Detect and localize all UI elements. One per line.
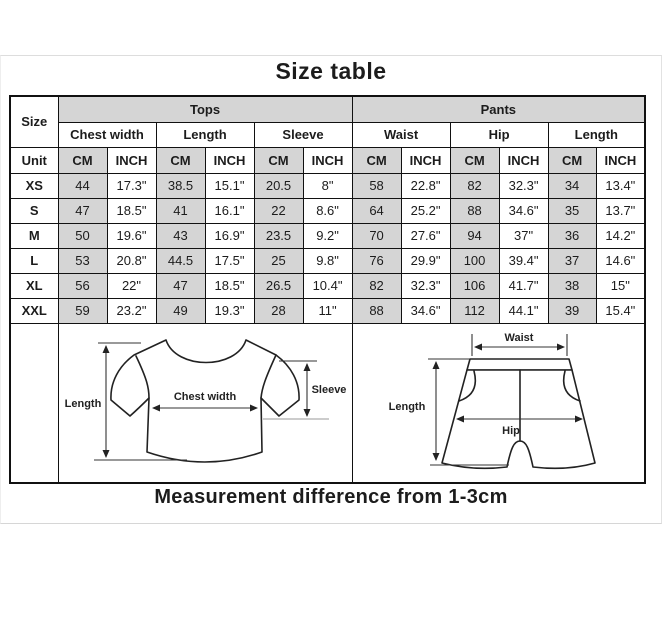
group-header-pants: Pants [352, 96, 645, 122]
table-row-xxl [10, 298, 645, 323]
measurement-cell: 82 [352, 273, 401, 298]
measurement-cell: 18.5" [205, 273, 254, 298]
tshirt-diagram [59, 324, 351, 479]
measurement-cell: 28 [254, 298, 303, 323]
shorts-waist-label: Waist [504, 331, 534, 344]
measurement-cell: 44.1" [499, 298, 548, 323]
measurement-cell: 49 [156, 298, 205, 323]
measurement-cell: 15.4" [596, 298, 645, 323]
measurement-cell: 50 [58, 223, 107, 248]
measurement-cell: 14.2" [596, 223, 645, 248]
measurement-cell: 11" [303, 298, 352, 323]
measurement-cell: 25.2" [401, 198, 450, 223]
table-row [10, 122, 645, 147]
measurement-cell: 41 [156, 198, 205, 223]
measurement-cell: 34 [548, 173, 596, 198]
measurement-cell: 41.7" [499, 273, 548, 298]
measurement-cell: 14.6" [596, 248, 645, 273]
measurement-cell: 9.8" [303, 248, 352, 273]
measurement-cell: 23.2" [107, 298, 156, 323]
measurement-cell: 13.4" [596, 173, 645, 198]
measurement-cell: 35 [548, 198, 596, 223]
measurement-cell: 27.6" [401, 223, 450, 248]
table-row-xl [10, 273, 645, 298]
measurement-cell: 9.2" [303, 223, 352, 248]
measurement-cell: 47 [58, 198, 107, 223]
measurement-cell: 17.5" [205, 248, 254, 273]
page-title: Size table [275, 58, 387, 84]
measurement-cell: 47 [156, 273, 205, 298]
tshirt-sleeve-label: Sleeve [311, 383, 347, 396]
measurement-cell: 88 [352, 298, 401, 323]
measurement-cell: 38.5 [156, 173, 205, 198]
measurement-cell: 22" [107, 273, 156, 298]
col-header-hip: Hip [450, 122, 548, 147]
measurement-cell: 94 [450, 223, 499, 248]
shorts-outline [442, 359, 595, 468]
measurement-cell: 112 [450, 298, 499, 323]
measurement-cell: 20.5 [254, 173, 303, 198]
size-table [9, 95, 646, 484]
measurement-cell: 64 [352, 198, 401, 223]
measurement-cell: 8.6" [303, 198, 352, 223]
diagram-row [10, 323, 645, 483]
measurement-cell: 13.7" [596, 198, 645, 223]
measurement-cell: 18.5" [107, 198, 156, 223]
measurement-cell: 39 [548, 298, 596, 323]
shorts-waist-measure [472, 332, 567, 356]
size-label: XL [10, 273, 58, 298]
table-row-l [10, 248, 645, 273]
measurement-cell: 32.3" [401, 273, 450, 298]
measurement-cell: 17.3" [107, 173, 156, 198]
tshirt-chest-label: Chest width [173, 390, 237, 403]
footer-note: Measurement difference from 1-3cm [154, 486, 508, 508]
unit-header-cm: CM [450, 147, 499, 173]
table-row-xs [10, 173, 645, 198]
measurement-cell: 58 [352, 173, 401, 198]
tops-diagram-cell [58, 323, 352, 483]
measurement-cell: 34.6" [401, 298, 450, 323]
measurement-cell: 88 [450, 198, 499, 223]
unit-header-inch: INCH [499, 147, 548, 173]
measurement-cell: 38 [548, 273, 596, 298]
unit-header-inch: INCH [596, 147, 645, 173]
measurement-cell: 82 [450, 173, 499, 198]
measurement-cell: 37 [548, 248, 596, 273]
measurement-cell: 22 [254, 198, 303, 223]
table-row-s [10, 198, 645, 223]
unit-header-inch: INCH [205, 147, 254, 173]
measurement-cell: 32.3" [499, 173, 548, 198]
unit-row [10, 147, 645, 173]
shorts-length-label: Length [388, 400, 425, 413]
tshirt-length-label: Length [64, 397, 102, 410]
measurement-cell: 23.5 [254, 223, 303, 248]
measurement-cell: 16.9" [205, 223, 254, 248]
measurement-cell: 26.5 [254, 273, 303, 298]
measurement-cell: 15" [596, 273, 645, 298]
measurement-cell: 43 [156, 223, 205, 248]
shorts-diagram [353, 324, 646, 479]
unit-header-inch: INCH [107, 147, 156, 173]
measurement-cell: 25 [254, 248, 303, 273]
measurement-cell: 44 [58, 173, 107, 198]
measurement-cell: 37" [499, 223, 548, 248]
unit-header-cm: CM [352, 147, 401, 173]
measurement-cell: 19.6" [107, 223, 156, 248]
unit-header-inch: INCH [401, 147, 450, 173]
measurement-cell: 8" [303, 173, 352, 198]
measurement-cell: 44.5 [156, 248, 205, 273]
measurement-cell: 106 [450, 273, 499, 298]
table-row [10, 96, 645, 122]
pants-diagram-cell [352, 323, 645, 483]
measurement-cell: 100 [450, 248, 499, 273]
size-label: XXL [10, 298, 58, 323]
size-label: S [10, 198, 58, 223]
measurement-cell: 39.4" [499, 248, 548, 273]
measurement-cell: 56 [58, 273, 107, 298]
unit-header-cm: CM [58, 147, 107, 173]
measurement-cell: 34.6" [499, 198, 548, 223]
measurement-cell: 59 [58, 298, 107, 323]
measurement-cell: 76 [352, 248, 401, 273]
diagram-row-spacer-cell [10, 323, 58, 483]
measurement-cell: 36 [548, 223, 596, 248]
size-label: XS [10, 173, 58, 198]
unit-header-cm: CM [548, 147, 596, 173]
unit-header-inch: INCH [303, 147, 352, 173]
measurement-cell: 19.3" [205, 298, 254, 323]
col-header-tops-length: Length [156, 122, 254, 147]
measurement-cell: 16.1" [205, 198, 254, 223]
col-header-pants-length: Length [548, 122, 645, 147]
measurement-cell: 70 [352, 223, 401, 248]
col-header-chest-width: Chest width [58, 122, 156, 147]
unit-header-cm: CM [254, 147, 303, 173]
col-header-waist: Waist [352, 122, 450, 147]
shorts-hip-label: Hip [501, 424, 520, 437]
measurement-cell: 53 [58, 248, 107, 273]
measurement-cell: 10.4" [303, 273, 352, 298]
size-label: M [10, 223, 58, 248]
unit-row-label: Unit [10, 147, 58, 173]
corner-size-header: Size [10, 96, 58, 147]
col-header-sleeve: Sleeve [254, 122, 352, 147]
unit-header-cm: CM [156, 147, 205, 173]
measurement-cell: 22.8" [401, 173, 450, 198]
size-label: L [10, 248, 58, 273]
group-header-tops: Tops [58, 96, 352, 122]
measurement-cell: 15.1" [205, 173, 254, 198]
measurement-cell: 29.9" [401, 248, 450, 273]
table-row-m [10, 223, 645, 248]
measurement-cell: 20.8" [107, 248, 156, 273]
